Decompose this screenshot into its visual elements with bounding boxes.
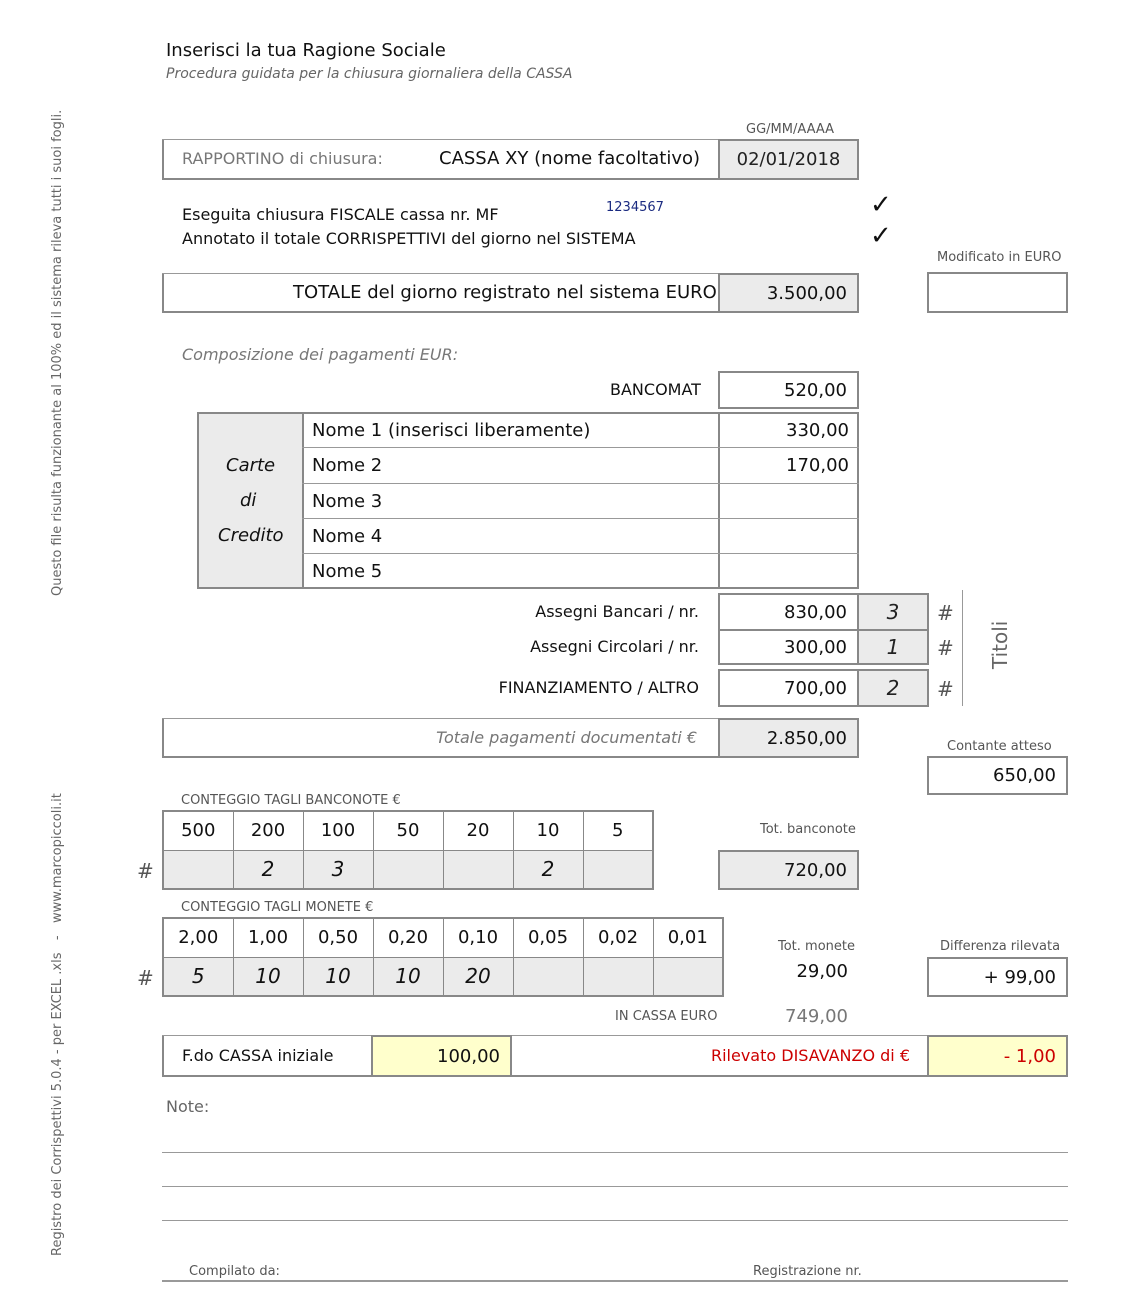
title-label-3: FINANZIAMENTO / ALTRO <box>498 678 699 697</box>
banknotes-label: CONTEGGIO TAGLI BANCONOTE € <box>181 793 401 808</box>
coin-count[interactable] <box>513 957 583 996</box>
notes-label: Note: <box>166 1097 210 1116</box>
coins-table <box>162 917 724 997</box>
coins-denominations-row <box>163 918 723 957</box>
card-name-4[interactable]: Nome 4 <box>312 526 383 547</box>
side-note-top: Questo file risulta funzionante al 100% ed il sistema rileva tutti i suoi fogli. <box>50 109 65 596</box>
banknote-denomination: 100 <box>303 811 373 850</box>
credit-cards-word-2: di <box>240 490 257 511</box>
date-format-hint: GG/MM/AAAA <box>746 122 834 137</box>
total-value[interactable]: 3.500,00 <box>718 273 859 313</box>
coin-denomination: 0,01 <box>653 918 723 957</box>
company-name: Inserisci la tua Ragione Sociale <box>166 40 446 61</box>
in-cash-value: 749,00 <box>785 1006 848 1027</box>
coins-hash: # <box>137 966 154 990</box>
documented-row-top-line <box>162 718 720 719</box>
in-cash-label: IN CASSA EURO <box>615 1009 718 1024</box>
banknote-count[interactable]: 3 <box>303 850 373 889</box>
banknotes-table <box>162 810 654 890</box>
banknotes-denominations-row <box>163 811 653 850</box>
coin-denomination: 0,20 <box>373 918 443 957</box>
coin-count[interactable] <box>583 957 653 996</box>
bancomat-label: BANCOMAT <box>610 380 701 399</box>
card-name-3[interactable]: Nome 3 <box>312 491 383 512</box>
credit-cards-word-3: Credito <box>218 525 284 546</box>
fiscal-number[interactable]: 1234567 <box>606 200 664 215</box>
report-date[interactable]: 02/01/2018 <box>718 139 859 180</box>
banknote-count[interactable] <box>443 850 513 889</box>
registration-label: Registrazione nr. <box>753 1264 862 1279</box>
card-name-5[interactable]: Nome 5 <box>312 561 383 582</box>
title-count-2[interactable]: 1 <box>857 629 929 665</box>
banknotes-counts-row <box>163 850 653 889</box>
coins-total-value: 29,00 <box>796 961 848 982</box>
title-label-1: Assegni Bancari / nr. <box>535 602 699 621</box>
annotated-check-icon[interactable]: ✓ <box>870 221 892 251</box>
coin-denomination: 0,05 <box>513 918 583 957</box>
title-label-2: Assegni Circolari / nr. <box>530 637 699 656</box>
banknotes-total-label: Tot. banconote <box>760 822 856 837</box>
banknote-denomination: 50 <box>373 811 443 850</box>
card-divider-1 <box>302 447 859 448</box>
bancomat-value[interactable]: 520,00 <box>718 371 859 409</box>
banknote-denomination: 10 <box>513 811 583 850</box>
side-note-bottom: Registro dei Corrispettivi 5.0.4 - per EXCEL .xls - www.marcopiccoli.it <box>50 793 65 1256</box>
notes-line-3[interactable] <box>162 1220 1068 1221</box>
card-value-5[interactable] <box>720 554 859 587</box>
coin-denomination: 0,10 <box>443 918 513 957</box>
title-hash-3: # <box>937 677 954 701</box>
coins-label: CONTEGGIO TAGLI MONETE € <box>181 900 374 915</box>
page-subtitle: Procedura guidata per la chiusura giornaliera della CASSA <box>166 66 573 82</box>
modified-euro-input[interactable] <box>927 272 1068 313</box>
title-value-3[interactable]: 700,00 <box>718 669 859 707</box>
credit-cards-word-1: Carte <box>226 455 276 476</box>
expected-cash-label: Contante atteso <box>947 739 1052 754</box>
title-count-1[interactable]: 3 <box>857 593 929 631</box>
banknotes-hash: # <box>137 859 154 883</box>
notes-line-1[interactable] <box>162 1152 1068 1153</box>
register-name[interactable]: CASSA XY (nome facoltativo) <box>439 148 701 169</box>
banknote-denomination: 20 <box>443 811 513 850</box>
banknote-denomination: 500 <box>163 811 233 850</box>
card-value-3[interactable] <box>720 484 859 517</box>
banknote-count[interactable] <box>583 850 653 889</box>
coin-denomination: 1,00 <box>233 918 303 957</box>
card-value-1[interactable]: 330,00 <box>786 420 849 441</box>
report-label: RAPPORTINO di chiusura: <box>182 149 383 168</box>
banknote-count[interactable]: 2 <box>513 850 583 889</box>
payments-section-label: Composizione dei pagamenti EUR: <box>182 345 459 364</box>
titles-label: Titoli <box>988 620 1012 669</box>
title-hash-2: # <box>937 636 954 660</box>
deficit-label: Rilevato DISAVANZO di € <box>710 1046 910 1065</box>
fiscal-closure-label: Eseguita chiusura FISCALE cassa nr. MF <box>182 205 499 224</box>
title-count-3[interactable]: 2 <box>857 669 929 707</box>
difference-value[interactable]: + 99,00 <box>927 957 1068 997</box>
documented-value[interactable]: 2.850,00 <box>718 718 859 758</box>
annotated-total-label: Annotato il totale CORRISPETTIVI del giorno nel SISTEMA <box>182 229 636 248</box>
coin-denomination: 2,00 <box>163 918 233 957</box>
title-hash-1: # <box>937 601 954 625</box>
coin-count[interactable]: 20 <box>443 957 513 996</box>
deficit-value[interactable]: - 1,00 <box>927 1035 1068 1077</box>
fiscal-check-icon[interactable]: ✓ <box>870 190 892 220</box>
modified-euro-label: Modificato in EURO <box>937 250 1062 265</box>
documented-label: Totale pagamenti documentati € <box>436 728 697 747</box>
difference-label: Differenza rilevata <box>940 939 1061 954</box>
coin-count[interactable]: 10 <box>233 957 303 996</box>
report-row-top-line <box>162 139 720 140</box>
total-row-top-line <box>162 273 720 274</box>
banknote-denomination: 5 <box>583 811 653 850</box>
expected-cash-value[interactable]: 650,00 <box>927 756 1068 795</box>
title-value-1[interactable]: 830,00 <box>718 593 859 631</box>
total-label: TOTALE del giorno registrato nel sistema EURO <box>293 282 717 303</box>
banknote-count[interactable]: 2 <box>233 850 303 889</box>
compiled-by-label: Compilato da: <box>189 1264 280 1279</box>
coin-count[interactable]: 10 <box>373 957 443 996</box>
title-value-2[interactable]: 300,00 <box>718 629 859 665</box>
coins-counts-row <box>163 957 723 996</box>
card-value-2[interactable]: 170,00 <box>786 455 849 476</box>
coin-denomination: 0,02 <box>583 918 653 957</box>
titles-divider <box>962 590 963 706</box>
footer-line <box>162 1280 1068 1282</box>
card-name-1[interactable]: Nome 1 (inserisci liberamente) <box>312 420 591 441</box>
coin-count[interactable] <box>653 957 723 996</box>
card-value-4[interactable] <box>720 519 859 552</box>
banknotes-total-value[interactable]: 720,00 <box>718 850 859 890</box>
initial-fund-label: F.do CASSA iniziale <box>182 1046 334 1065</box>
coin-count[interactable]: 10 <box>303 957 373 996</box>
banknote-denomination: 200 <box>233 811 303 850</box>
banknote-count[interactable] <box>163 850 233 889</box>
initial-fund-value[interactable]: 100,00 <box>371 1035 512 1077</box>
coin-denomination: 0,50 <box>303 918 373 957</box>
notes-line-2[interactable] <box>162 1186 1068 1187</box>
card-name-2[interactable]: Nome 2 <box>312 455 383 476</box>
coin-count[interactable]: 5 <box>163 957 233 996</box>
banknote-count[interactable] <box>373 850 443 889</box>
coins-total-label: Tot. monete <box>778 939 855 954</box>
